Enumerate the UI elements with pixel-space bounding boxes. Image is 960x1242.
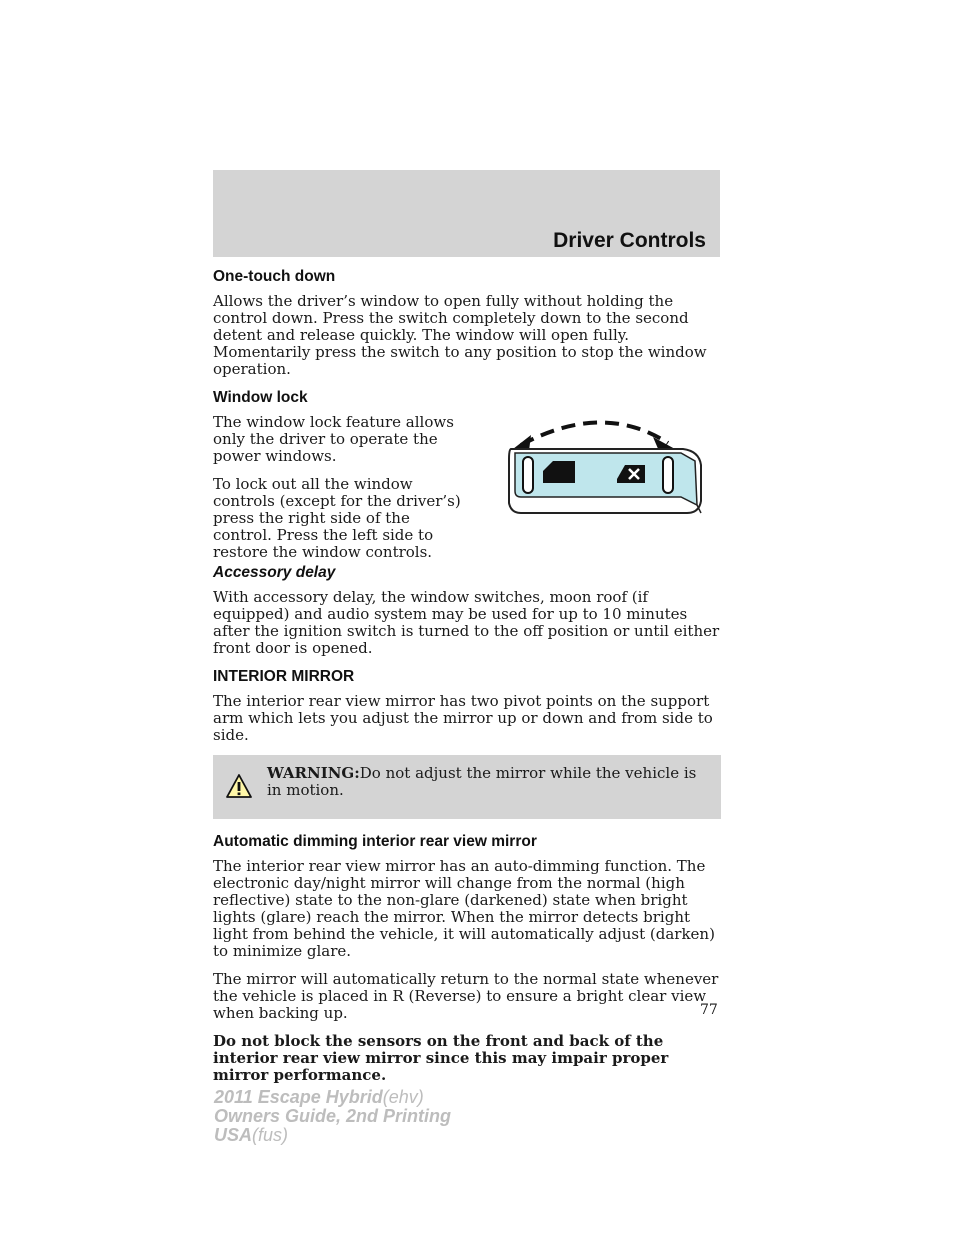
page-content bbox=[213, 268, 721, 1095]
header-band bbox=[213, 170, 720, 257]
double-arrow-icon bbox=[521, 422, 668, 445]
switch-grip-left bbox=[523, 457, 533, 493]
paragraph-accessory-delay: With accessory delay, the window switches, moon roof (if equipped) and audio system may be used for up to 10 minutes after the ignition switch is turned to the off position or until either front door is opened. bbox=[213, 588, 720, 657]
paragraph-one-touch-down: Allows the driver’s window to open fully without holding the control down. Press the switch completely down to the second detent and release quickly. The window will open fully. Momentarily press the switch to any position to stop the window operation. bbox=[213, 292, 707, 378]
paragraph-window-lock-2: To lock out all the window controls (except for the driver’s) press the right side of the control. Press the left side to restore the window controls. bbox=[213, 475, 461, 561]
footer-line-2: Owners Guide, 2nd Printing bbox=[214, 1106, 452, 1126]
footer-line-1 bbox=[214, 1088, 451, 1107]
footer-model: 2011 Escape Hybrid bbox=[214, 1087, 383, 1107]
switch-grip-right bbox=[663, 457, 673, 493]
footer-line-3 bbox=[214, 1126, 451, 1145]
paragraph-interior-mirror: The interior rear view mirror has two pivot points on the support arm which lets you adjust the mirror up or down and from side to side. bbox=[213, 692, 713, 744]
footer-market-code: (fus) bbox=[252, 1125, 289, 1145]
paragraph-auto-dimming-3: Do not block the sensors on the front and back of the interior rear view mirror since this may impair proper mirror performance. bbox=[213, 1032, 669, 1084]
heading-window-lock: Window lock bbox=[213, 389, 308, 406]
heading-auto-dimming-mirror: Automatic dimming interior rear view mirror bbox=[213, 833, 537, 850]
footer-model-code: (ehv) bbox=[382, 1087, 424, 1107]
footer-market: USA bbox=[214, 1125, 253, 1145]
warning-text bbox=[267, 765, 707, 799]
paragraph-auto-dimming-1: The interior rear view mirror has an auto-dimming function. The electronic day/night mirror will change from the normal (high reflective) state to the non-glare (darkened) state when bright lights (glare) reach the mirror. When the mirror detects bright light from behind the vehicle, it will automatically adjust (darken) to minimize glare. bbox=[213, 857, 715, 960]
warning-triangle-icon bbox=[225, 773, 253, 799]
window-lock-switch-illustration bbox=[503, 409, 713, 519]
page-number: 77 bbox=[700, 1002, 718, 1018]
heading-interior-mirror: INTERIOR MIRROR bbox=[213, 668, 355, 685]
window-lock-section bbox=[213, 389, 721, 564]
heading-one-touch-down: One-touch down bbox=[213, 268, 336, 285]
paragraph-auto-dimming-2: The mirror will automatically return to the normal state whenever the vehicle is placed in R (Reverse) to ensure a bright clear view when backing up. bbox=[213, 970, 719, 1022]
page-section-title: Driver Controls bbox=[553, 229, 706, 252]
paragraph-window-lock-1: The window lock feature allows only the driver to operate the power windows. bbox=[213, 413, 454, 465]
warning-message: Do not adjust the mirror while the vehicle is in motion. bbox=[267, 764, 697, 799]
warning-label: WARNING: bbox=[267, 764, 360, 782]
footer bbox=[214, 1088, 451, 1145]
window-lock-text bbox=[213, 414, 468, 561]
heading-accessory-delay: Accessory delay bbox=[213, 564, 336, 581]
warning-box bbox=[213, 755, 721, 819]
